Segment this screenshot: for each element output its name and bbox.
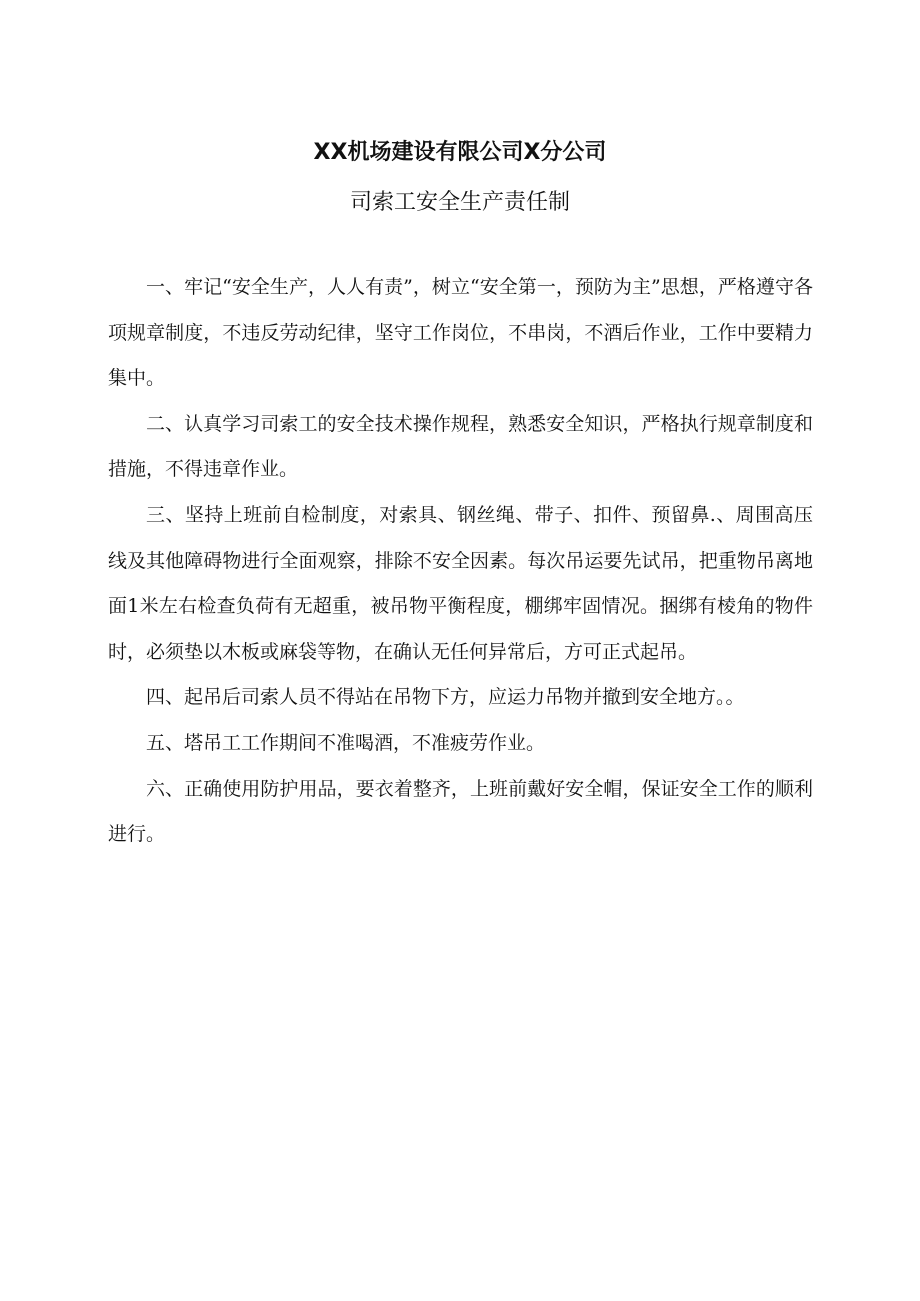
company-name: XX机场建设有限公司X分公司 <box>313 140 607 165</box>
paragraph-4: 四、起吊后司索人员不得站在吊物下方，应运力吊物并撤到安全地方。。 <box>146 686 745 709</box>
paragraph-5: 五、塔吊工工作期间不准喝酒，不准疲劳作业。 <box>146 731 546 754</box>
paragraph-3: 三、坚持上班前自检制度，对索具、钢丝绳、带子、扣件、预留鼻.、周围高压线及其他障碍物进行全面观察，排除不安全因素。每次吊运要先试吊，把重物吊离地面1米左右检查负荷有无超重，被吊物平衡程度，棚绑牢固情况。捆绑有棱角的物件时，必须垫以木板或麻袋等物，在确认无任何异常后，方可正式起吊。 <box>108 503 813 663</box>
document-body <box>108 265 813 858</box>
paragraph-2: 二、认真学习司索工的安全技术操作规程，熟悉安全知识，严格执行规章制度和措施，不得违章作业。 <box>108 412 813 481</box>
document-title: 司索工安全生产责任制 <box>349 190 570 215</box>
paragraph-6: 六、正确使用防护用品，要衣着整齐，上班前戴好安全帽，保证安全工作的顺利进行。 <box>108 777 813 846</box>
document-header <box>0 128 920 228</box>
paragraph-1: 一、牢记“安全生产，人人有责”，树立“安全第一，预防为主”思想，严格遵守各项规章制度，不违反劳动纪律，坚守工作岗位，不串岗，不酒后作业，工作中要精力集中。 <box>108 276 813 390</box>
